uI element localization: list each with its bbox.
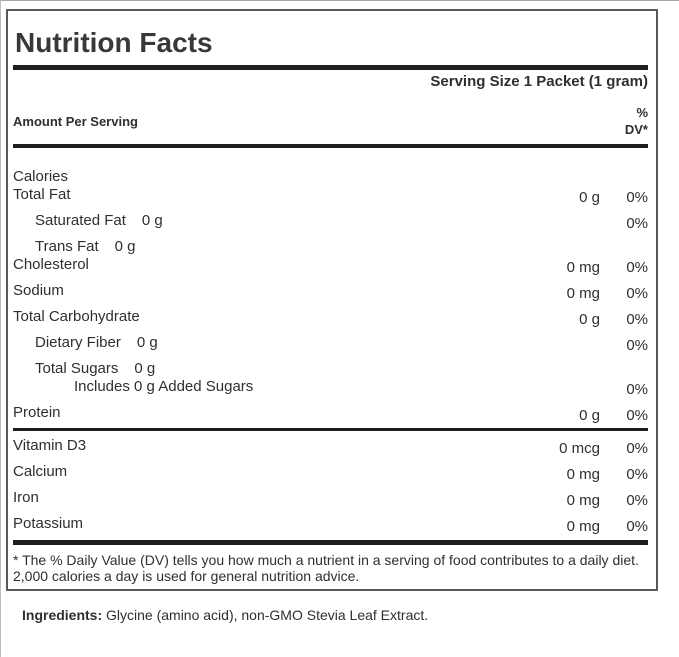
nutrient-amount: 0 mg — [566, 492, 600, 509]
nutrient-row — [13, 212, 648, 230]
nutrient-row — [13, 308, 648, 326]
ingredients-text: Glycine (amino acid), non-GMO Stevia Leaf Extract. — [106, 607, 429, 623]
nutrition-facts-panel — [6, 9, 658, 591]
nutrient-dv-percent: 0% — [626, 215, 648, 232]
nutrient-dv-percent: 0% — [626, 311, 648, 328]
nutrient-row — [13, 489, 648, 507]
nutrient-name: Total Carbohydrate — [13, 308, 140, 325]
nutrient-name: Includes 0 g Added Sugars — [74, 378, 254, 395]
nutrient-name: Protein — [13, 404, 61, 421]
nutrient-name: Calcium — [13, 463, 68, 480]
nutrient-name: Calories — [13, 168, 69, 185]
nutrient-amount: 0 g — [579, 311, 600, 328]
dv-header-dv: DV* — [624, 122, 648, 137]
title-divider-bar — [13, 65, 648, 70]
ingredients-line — [1, 607, 679, 624]
nutrient-row — [13, 378, 648, 396]
nutrient-amount: 0 mg — [566, 466, 600, 483]
nutrient-name: Dietary Fiber — [35, 334, 121, 351]
nutrient-row — [13, 186, 648, 204]
nutrient-dv-percent: 0% — [626, 492, 648, 509]
nutrient-name: Trans Fat — [35, 238, 99, 255]
main-nutrients-section — [13, 148, 648, 422]
nutrient-amount: 0 mg — [566, 518, 600, 535]
nutrient-dv-percent: 0% — [626, 466, 648, 483]
nutrient-row — [13, 515, 648, 533]
nutrient-dv-percent: 0% — [626, 337, 648, 354]
dv-header-percent: % — [636, 105, 648, 120]
nutrient-amount: 0 mg — [566, 259, 600, 276]
nutrient-name: Saturated Fat — [35, 212, 126, 229]
nutrient-amount: 0 g — [579, 189, 600, 206]
nutrient-amount: 0 mg — [566, 285, 600, 302]
nutrient-amount: 0 mcg — [559, 440, 600, 457]
nutrient-name: Sodium — [13, 282, 64, 299]
nutrient-row — [13, 282, 648, 300]
serving-size: Serving Size 1 Packet (1 gram) — [430, 73, 648, 90]
nutrient-inline-amount: 0 g — [136, 334, 158, 351]
nutrient-inline-amount: 0 g — [141, 212, 163, 229]
nutrient-row — [13, 437, 648, 455]
vitamins-section — [13, 431, 648, 533]
panel-title: Nutrition Facts — [15, 27, 213, 58]
nutrient-name: Total Fat — [13, 186, 71, 203]
nutrient-inline-amount: 0 g — [114, 238, 136, 255]
nutrient-dv-percent: 0% — [626, 259, 648, 276]
nutrient-row — [13, 360, 648, 378]
footer-divider-bar — [13, 540, 648, 545]
nutrient-dv-percent: 0% — [626, 440, 648, 457]
ingredients-label: Ingredients: — [22, 607, 103, 623]
amount-per-serving-header: Amount Per Serving — [13, 113, 138, 129]
nutrient-name: Cholesterol — [13, 256, 89, 273]
nutrient-row — [13, 168, 648, 186]
nutrient-inline-amount: 0 g — [134, 360, 156, 377]
nutrient-row — [13, 463, 648, 481]
nutrient-name: Iron — [13, 489, 39, 506]
nutrient-row — [13, 238, 648, 256]
nutrient-dv-percent: 0% — [626, 518, 648, 535]
column-headers — [13, 104, 648, 138]
daily-value-header — [625, 104, 648, 138]
nutrient-row — [13, 334, 648, 352]
nutrient-name: Total Sugars — [35, 360, 119, 377]
nutrient-dv-percent: 0% — [626, 381, 648, 398]
nutrient-name: Potassium — [13, 515, 84, 532]
daily-value-footnote: * The % Daily Value (DV) tells you how much a nutrient in a serving of food contributes to a daily diet. 2,000 calories a day is used for general nutrition advice. — [13, 552, 639, 584]
nutrient-dv-percent: 0% — [626, 285, 648, 302]
nutrient-dv-percent: 0% — [626, 407, 648, 424]
nutrient-row — [13, 404, 648, 422]
nutrient-dv-percent: 0% — [626, 189, 648, 206]
nutrient-row — [13, 256, 648, 274]
nutrient-amount: 0 g — [579, 407, 600, 424]
nutrient-name: Vitamin D3 — [13, 437, 87, 454]
